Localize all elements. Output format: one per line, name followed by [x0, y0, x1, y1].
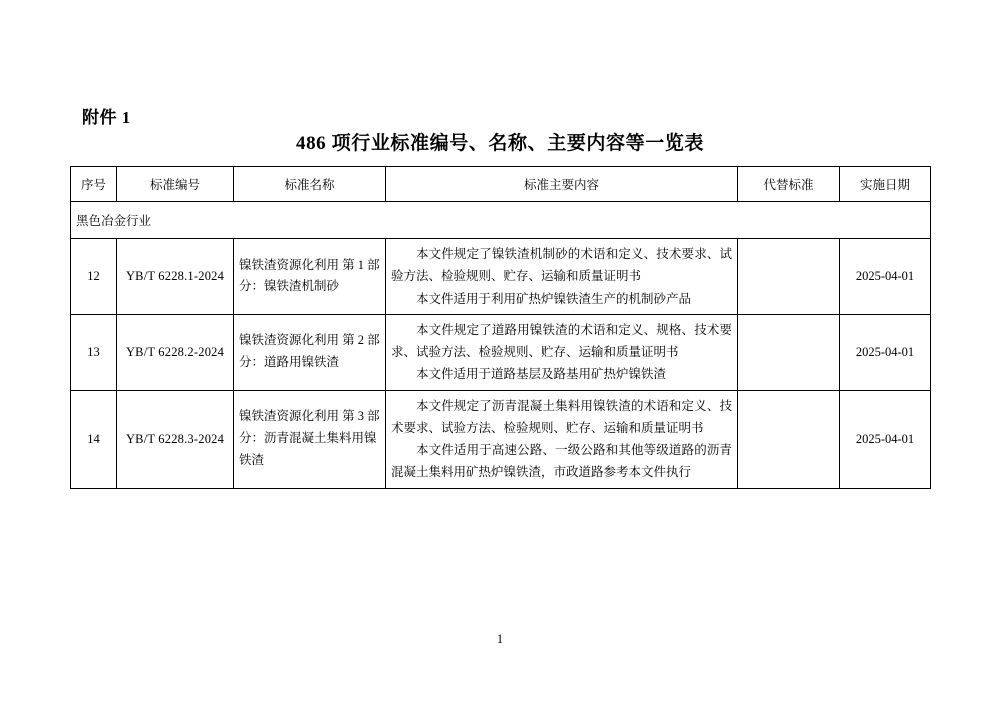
header-cell-date: 实施日期 [840, 167, 931, 202]
row-content-paragraph-2: 本文件适用于高速公路、一级公路和其他等级道路的沥青混凝土集料用矿热炉镍铁渣，市政道路参考本文件执行 [391, 443, 732, 480]
header-cell-no: 序号 [71, 167, 117, 202]
table-header-row [71, 167, 931, 202]
row-content-paragraph-1: 本文件规定了道路用镍铁渣的术语和定义、规格、技术要求、试验方法、检验规则、贮存、运输和质量证明书 [391, 322, 732, 359]
row-replace [738, 314, 840, 390]
row-code: YB/T 6228.3-2024 [117, 390, 234, 488]
row-name: 镍铁渣资源化利用 第 2 部分：道路用镍铁渣 [234, 314, 386, 390]
header-cell-content: 标准主要内容 [386, 167, 738, 202]
table-section-row [71, 202, 931, 239]
header-cell-replace: 代替标准 [738, 167, 840, 202]
section-title: 黑色冶金行业 [71, 202, 931, 239]
table-row [71, 239, 931, 315]
row-content [386, 390, 738, 488]
table-row [71, 314, 931, 390]
attachment-label: 附件 1 [82, 108, 131, 127]
row-code: YB/T 6228.1-2024 [117, 239, 234, 315]
row-no: 13 [71, 314, 117, 390]
row-no: 14 [71, 390, 117, 488]
row-date: 2025-04-01 [840, 239, 931, 315]
header-cell-name: 标准名称 [234, 167, 386, 202]
row-date: 2025-04-01 [840, 314, 931, 390]
row-name: 镍铁渣资源化利用 第 1 部分：镍铁渣机制砂 [234, 239, 386, 315]
header-cell-code: 标准编号 [117, 167, 234, 202]
page-title: 486 项行业标准编号、名称、主要内容等一览表 [295, 133, 705, 154]
table-row [71, 390, 931, 488]
row-content-paragraph-2: 本文件适用于利用矿热炉镍铁渣生产的机制砂产品 [416, 291, 692, 306]
row-no: 12 [71, 239, 117, 315]
row-code: YB/T 6228.2-2024 [117, 314, 234, 390]
row-content-paragraph-2: 本文件适用于道路基层及路基用矿热炉镍铁渣 [416, 367, 667, 382]
row-date: 2025-04-01 [840, 390, 931, 488]
row-replace [738, 390, 840, 488]
page-number: 1 [496, 632, 504, 646]
row-content [386, 239, 738, 315]
row-replace [738, 239, 840, 315]
row-content [386, 314, 738, 390]
row-content-paragraph-1: 本文件规定了沥青混凝土集料用镍铁渣的术语和定义、技术要求、试验方法、检验规则、贮存、运输和质量证明书 [391, 398, 732, 435]
row-name: 镍铁渣资源化利用 第 3 部分：沥青混凝土集料用镍铁渣 [234, 390, 386, 488]
row-content-paragraph-1: 本文件规定了镍铁渣机制砂的术语和定义、技术要求、试验方法、检验规则、贮存、运输和质量证明书 [391, 247, 732, 284]
standards-table [70, 166, 931, 489]
